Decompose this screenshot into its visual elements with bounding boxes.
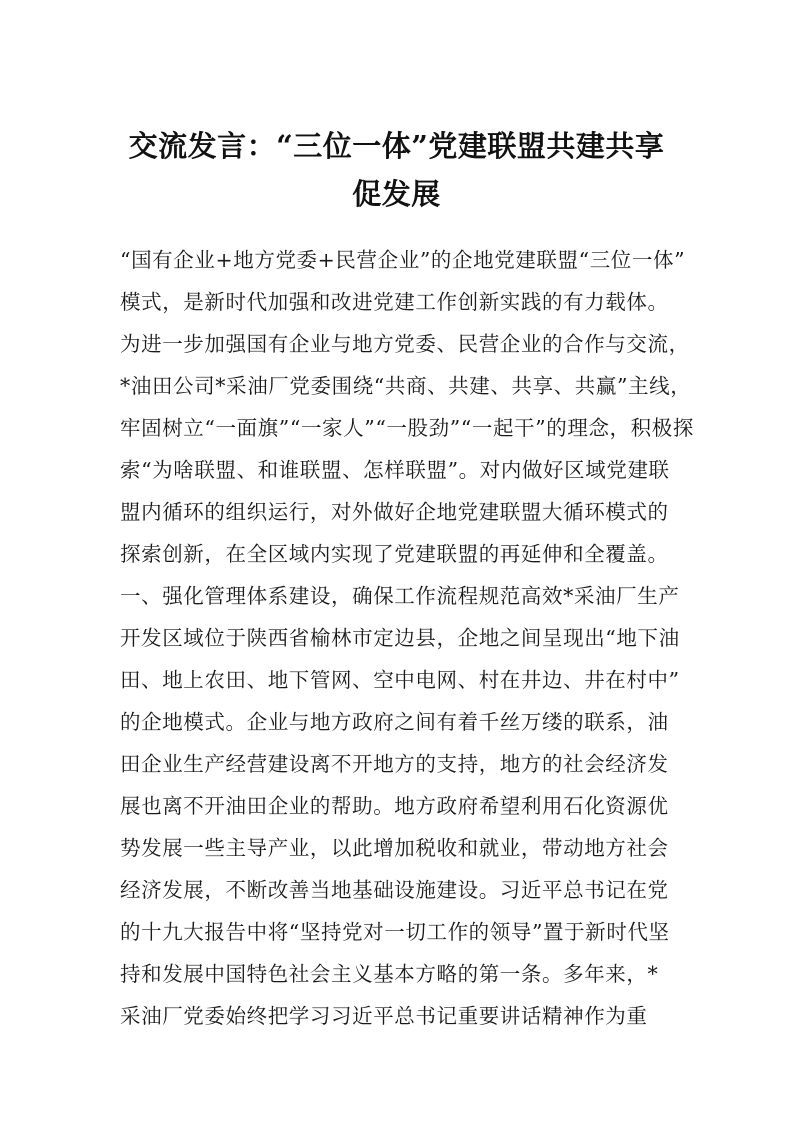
body-line: 势发展一些主导产业，以此增加税收和就业，带动地方社会 bbox=[120, 836, 669, 860]
body-line: 为进一步加强国有企业与地方党委、民营企业的合作与交流， bbox=[120, 332, 690, 356]
body-line: 田、地上农田、地下管网、空中电网、村在井边、井在村中” bbox=[120, 668, 680, 692]
body-line: 展也离不开油田企业的帮助。地方政府希望利用石化资源优 bbox=[120, 794, 669, 818]
body-line: 牢固树立“一面旗”“一家人”“一股劲”“一起干”的理念，积极探 bbox=[120, 416, 694, 440]
body-line: 采油厂党委始终把学习习近平总书记重要讲话精神作为重 bbox=[120, 1004, 648, 1028]
body-line: 开发区域位于陕西省榆林市定边县，企地之间呈现出“地下油 bbox=[120, 626, 680, 650]
body-line: 索“为啥联盟、和谁联盟、怎样联盟”。对内做好区域党建联 bbox=[120, 458, 670, 482]
body-line: 盟内循环的组织运行，对外做好企地党建联盟大循环模式的 bbox=[120, 500, 669, 524]
body-line: *油田公司*采油厂党委围绕“共商、共建、共享、共赢”主线， bbox=[120, 374, 692, 398]
body-line: 一、强化管理体系建设，确保工作流程规范高效*采油厂生产 bbox=[120, 584, 680, 608]
body-line: 的十九大报告中将“坚持党对一切工作的领导”置于新时代坚 bbox=[120, 920, 670, 944]
document-title-line-2: 促发展 bbox=[352, 177, 441, 211]
body-line: “国有企业+地方党委+民营企业”的企地党建联盟“三位一体” bbox=[120, 248, 686, 272]
body-line: 模式，是新时代加强和改进党建工作创新实践的有力载体。 bbox=[120, 290, 669, 314]
document-title-line-1: 交流发言：“三位一体”党建联盟共建共享 bbox=[128, 129, 665, 163]
body-line: 探索创新，在全区域内实现了党建联盟的再延伸和全覆盖。 bbox=[120, 542, 669, 566]
body-line: 的企地模式。企业与地方政府之间有着千丝万缕的联系，油 bbox=[120, 710, 669, 734]
body-line: 田企业生产经营建设离不开地方的支持，地方的社会经济发 bbox=[120, 752, 669, 776]
body-line: 经济发展，不断改善当地基础设施建设。习近平总书记在党 bbox=[120, 878, 669, 902]
body-line: 持和发展中国特色社会主义基本方略的第一条。多年来，* bbox=[120, 962, 659, 986]
